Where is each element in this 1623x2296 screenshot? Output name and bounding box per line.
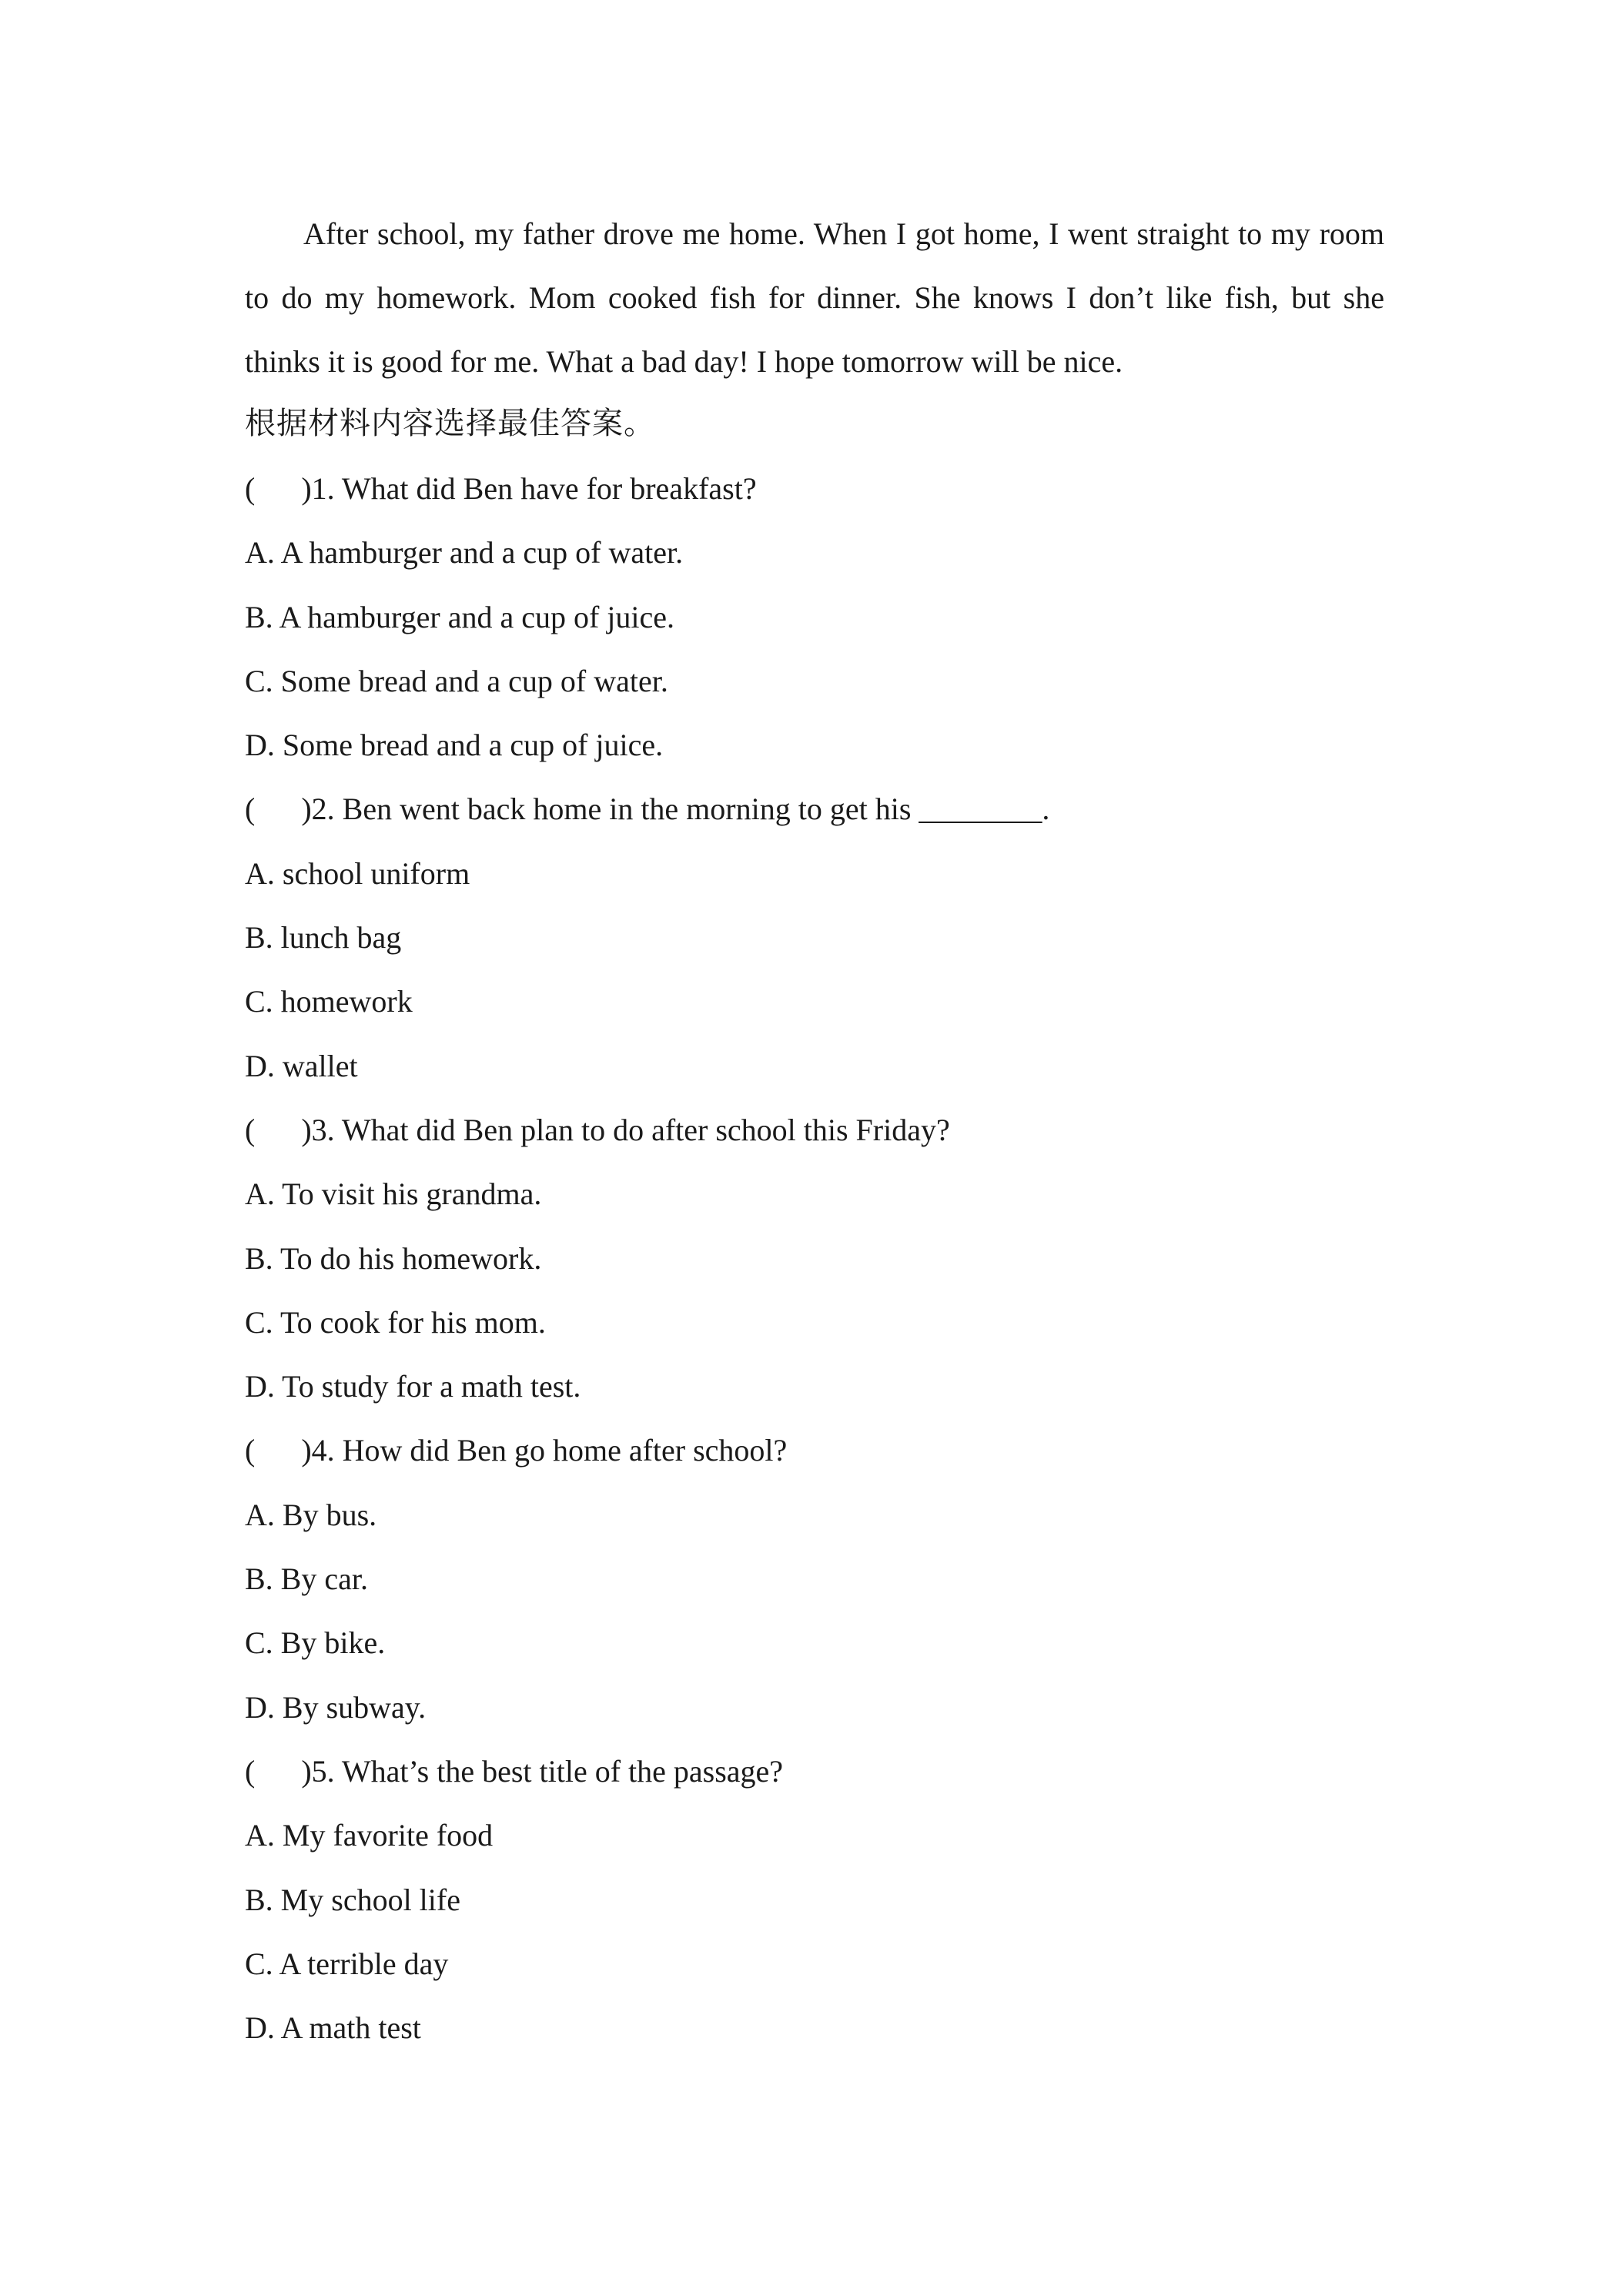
question-stem: ( )3. What did Ben plan to do after school this Friday? <box>245 1112 950 1147</box>
answer-option: D. To study for a math test. <box>245 1369 581 1404</box>
answer-option: C. homework <box>245 984 413 1019</box>
answer-option: A. My favorite food <box>245 1818 494 1853</box>
instruction-text: 根据材料内容选择最佳答案。 <box>245 406 655 441</box>
question-list <box>245 457 1384 2060</box>
answer-option: C. A terrible day <box>245 1946 449 1981</box>
answer-option: B. To do his homework. <box>245 1240 542 1276</box>
answer-option: D. wallet <box>245 1048 358 1083</box>
answer-option: B. My school life <box>245 1882 460 1917</box>
answer-option: B. lunch bag <box>245 920 402 956</box>
answer-option: C. By bike. <box>245 1625 386 1661</box>
answer-option: B. By car. <box>245 1561 368 1597</box>
question-stem: ( )1. What did Ben have for breakfast? <box>245 471 757 506</box>
question-stem: ( )5. What’s the best title of the passage? <box>245 1753 784 1789</box>
answer-option: D. By subway. <box>245 1689 427 1725</box>
question-stem: ( )2. Ben went back home in the morning to get his ________. <box>245 792 1050 827</box>
question-stem: ( )4. How did Ben go home after school? <box>245 1433 788 1468</box>
answer-option: A. To visit his grandma. <box>245 1176 542 1212</box>
answer-option: A. school uniform <box>245 855 470 891</box>
answer-option: B. A hamburger and a cup of juice. <box>245 599 675 634</box>
reading-passage: After school, my father drove me home. When I got home, I went straight to my room to do my homework. Mom cooked fish for dinner. She knows I don’t like fish, but she thinks it is good for me. What a bad day! I hope tomorrow will be nice. <box>245 216 1384 379</box>
answer-option: A. By bus. <box>245 1497 377 1532</box>
answer-option: C. To cook for his mom. <box>245 1304 546 1340</box>
answer-option: D. A math test <box>245 2010 421 2046</box>
answer-option: D. Some bread and a cup of juice. <box>245 728 664 763</box>
answer-option: A. A hamburger and a cup of water. <box>245 535 684 571</box>
answer-option: C. Some bread and a cup of water. <box>245 663 668 698</box>
